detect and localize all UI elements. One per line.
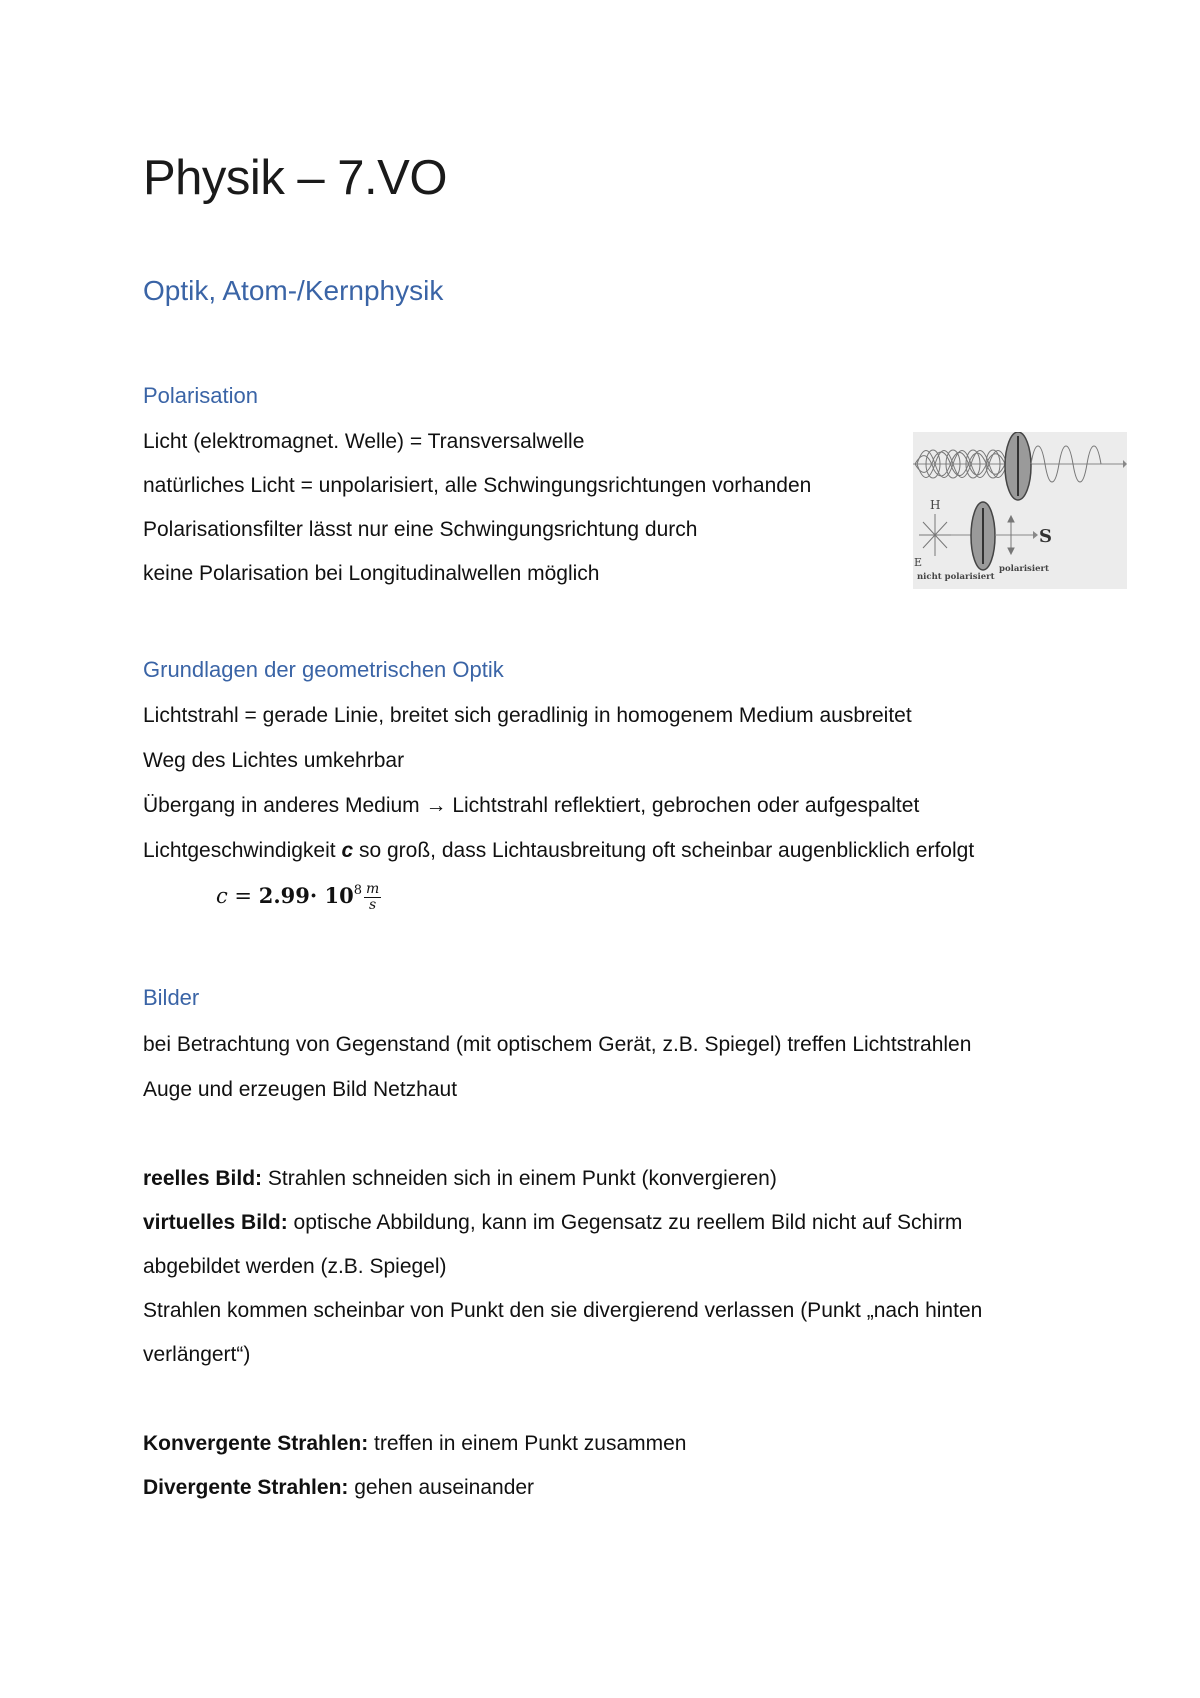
rays-line-1: Strahlen kommen scheinbar von Punkt den sie divergierend verlassen (Punkt „nach hinten [143,1299,983,1322]
label-polarized: polarisiert [999,564,1049,574]
formula-unit-denominator: s [369,897,377,913]
polarisation-line-2: natürliches Licht = unpolarisiert, alle Schwingungsrichtungen vorhanden [143,474,812,497]
polarisation-figure [913,432,1127,589]
polarisation-line-4: keine Polarisation bei Longitudinalwellen möglich [143,562,600,585]
formula-unit-numerator: m [366,881,380,897]
real-image-text: Strahlen schneiden sich in einem Punkt (konvergieren) [262,1167,777,1190]
bilder-intro-2: Auge und erzeugen Bild Netzhaut [143,1078,458,1101]
formula-exponent: 8 [353,883,362,898]
divergent-rays-line [143,1474,534,1502]
unpolarized-directions-icon [919,514,951,556]
bilder-intro-1: bei Betrachtung von Gegenstand (mit optischem Gerät, z.B. Spiegel) treffen Lichtstrahlen [143,1033,972,1056]
page-subtitle: Optik, Atom-/Kernphysik [143,275,444,306]
label-unpolarized: nicht polarisiert [917,572,995,582]
real-image-line [143,1165,777,1193]
geometric-line-3: Übergang in anderes Medium → Lichtstrahl reflektiert, gebrochen oder aufgespaltet [143,794,920,817]
polarisation-line-3: Polarisationsfilter lässt nur eine Schwingungsrichtung durch [143,518,698,541]
speed-symbol: c [341,839,354,862]
divergent-term: Divergente Strahlen: [143,1476,349,1499]
speed-text-suffix: so groß, dass Lichtausbreitung oft scheinbar augenblicklich erfolgt [353,839,975,862]
heading-geometric-optics: Grundlagen der geometrischen Optik [143,657,504,682]
convergent-text: treffen in einem Punkt zusammen [368,1432,687,1455]
speed-of-light-formula [216,882,381,913]
convergent-term: Konvergente Strahlen: [143,1432,369,1455]
speed-text-prefix: Lichtgeschwindigkeit [143,839,342,862]
geometric-line-1: Lichtstrahl = gerade Linie, breitet sich geradlinig in homogenem Medium ausbreitet [143,704,912,727]
divergent-text: gehen auseinander [348,1476,535,1499]
convergent-rays-line [143,1430,687,1458]
geometric-line-2: Weg des Lichtes umkehrbar [143,749,405,772]
formula-unit [364,882,381,913]
heading-bilder: Bilder [143,985,200,1010]
polarisation-line-1: Licht (elektromagnet. Welle) = Transversalwelle [143,430,585,453]
label-s: S [1039,526,1052,547]
virtual-image-term: virtuelles Bild: [143,1211,288,1234]
formula-lhs: c = [216,884,259,908]
axis-arrow-icon [1123,460,1127,468]
real-image-term: reelles Bild: [143,1167,263,1190]
virtual-image-line [143,1209,962,1237]
label-h: H [930,498,941,512]
page-title: Physik – 7.VO [143,151,447,205]
formula-mantissa: 2.99· 10 [258,883,354,908]
virtual-image-line-2: abgebildet werden (z.B. Spiegel) [143,1255,447,1278]
virtual-image-text: optische Abbildung, kann im Gegensatz zu reellem Bild nicht auf Schirm [287,1211,963,1234]
label-e: E [914,556,923,569]
rays-line-2: verlängert“) [143,1343,251,1366]
heading-polarisation: Polarisation [143,383,258,408]
geometric-line-speed [143,837,974,865]
